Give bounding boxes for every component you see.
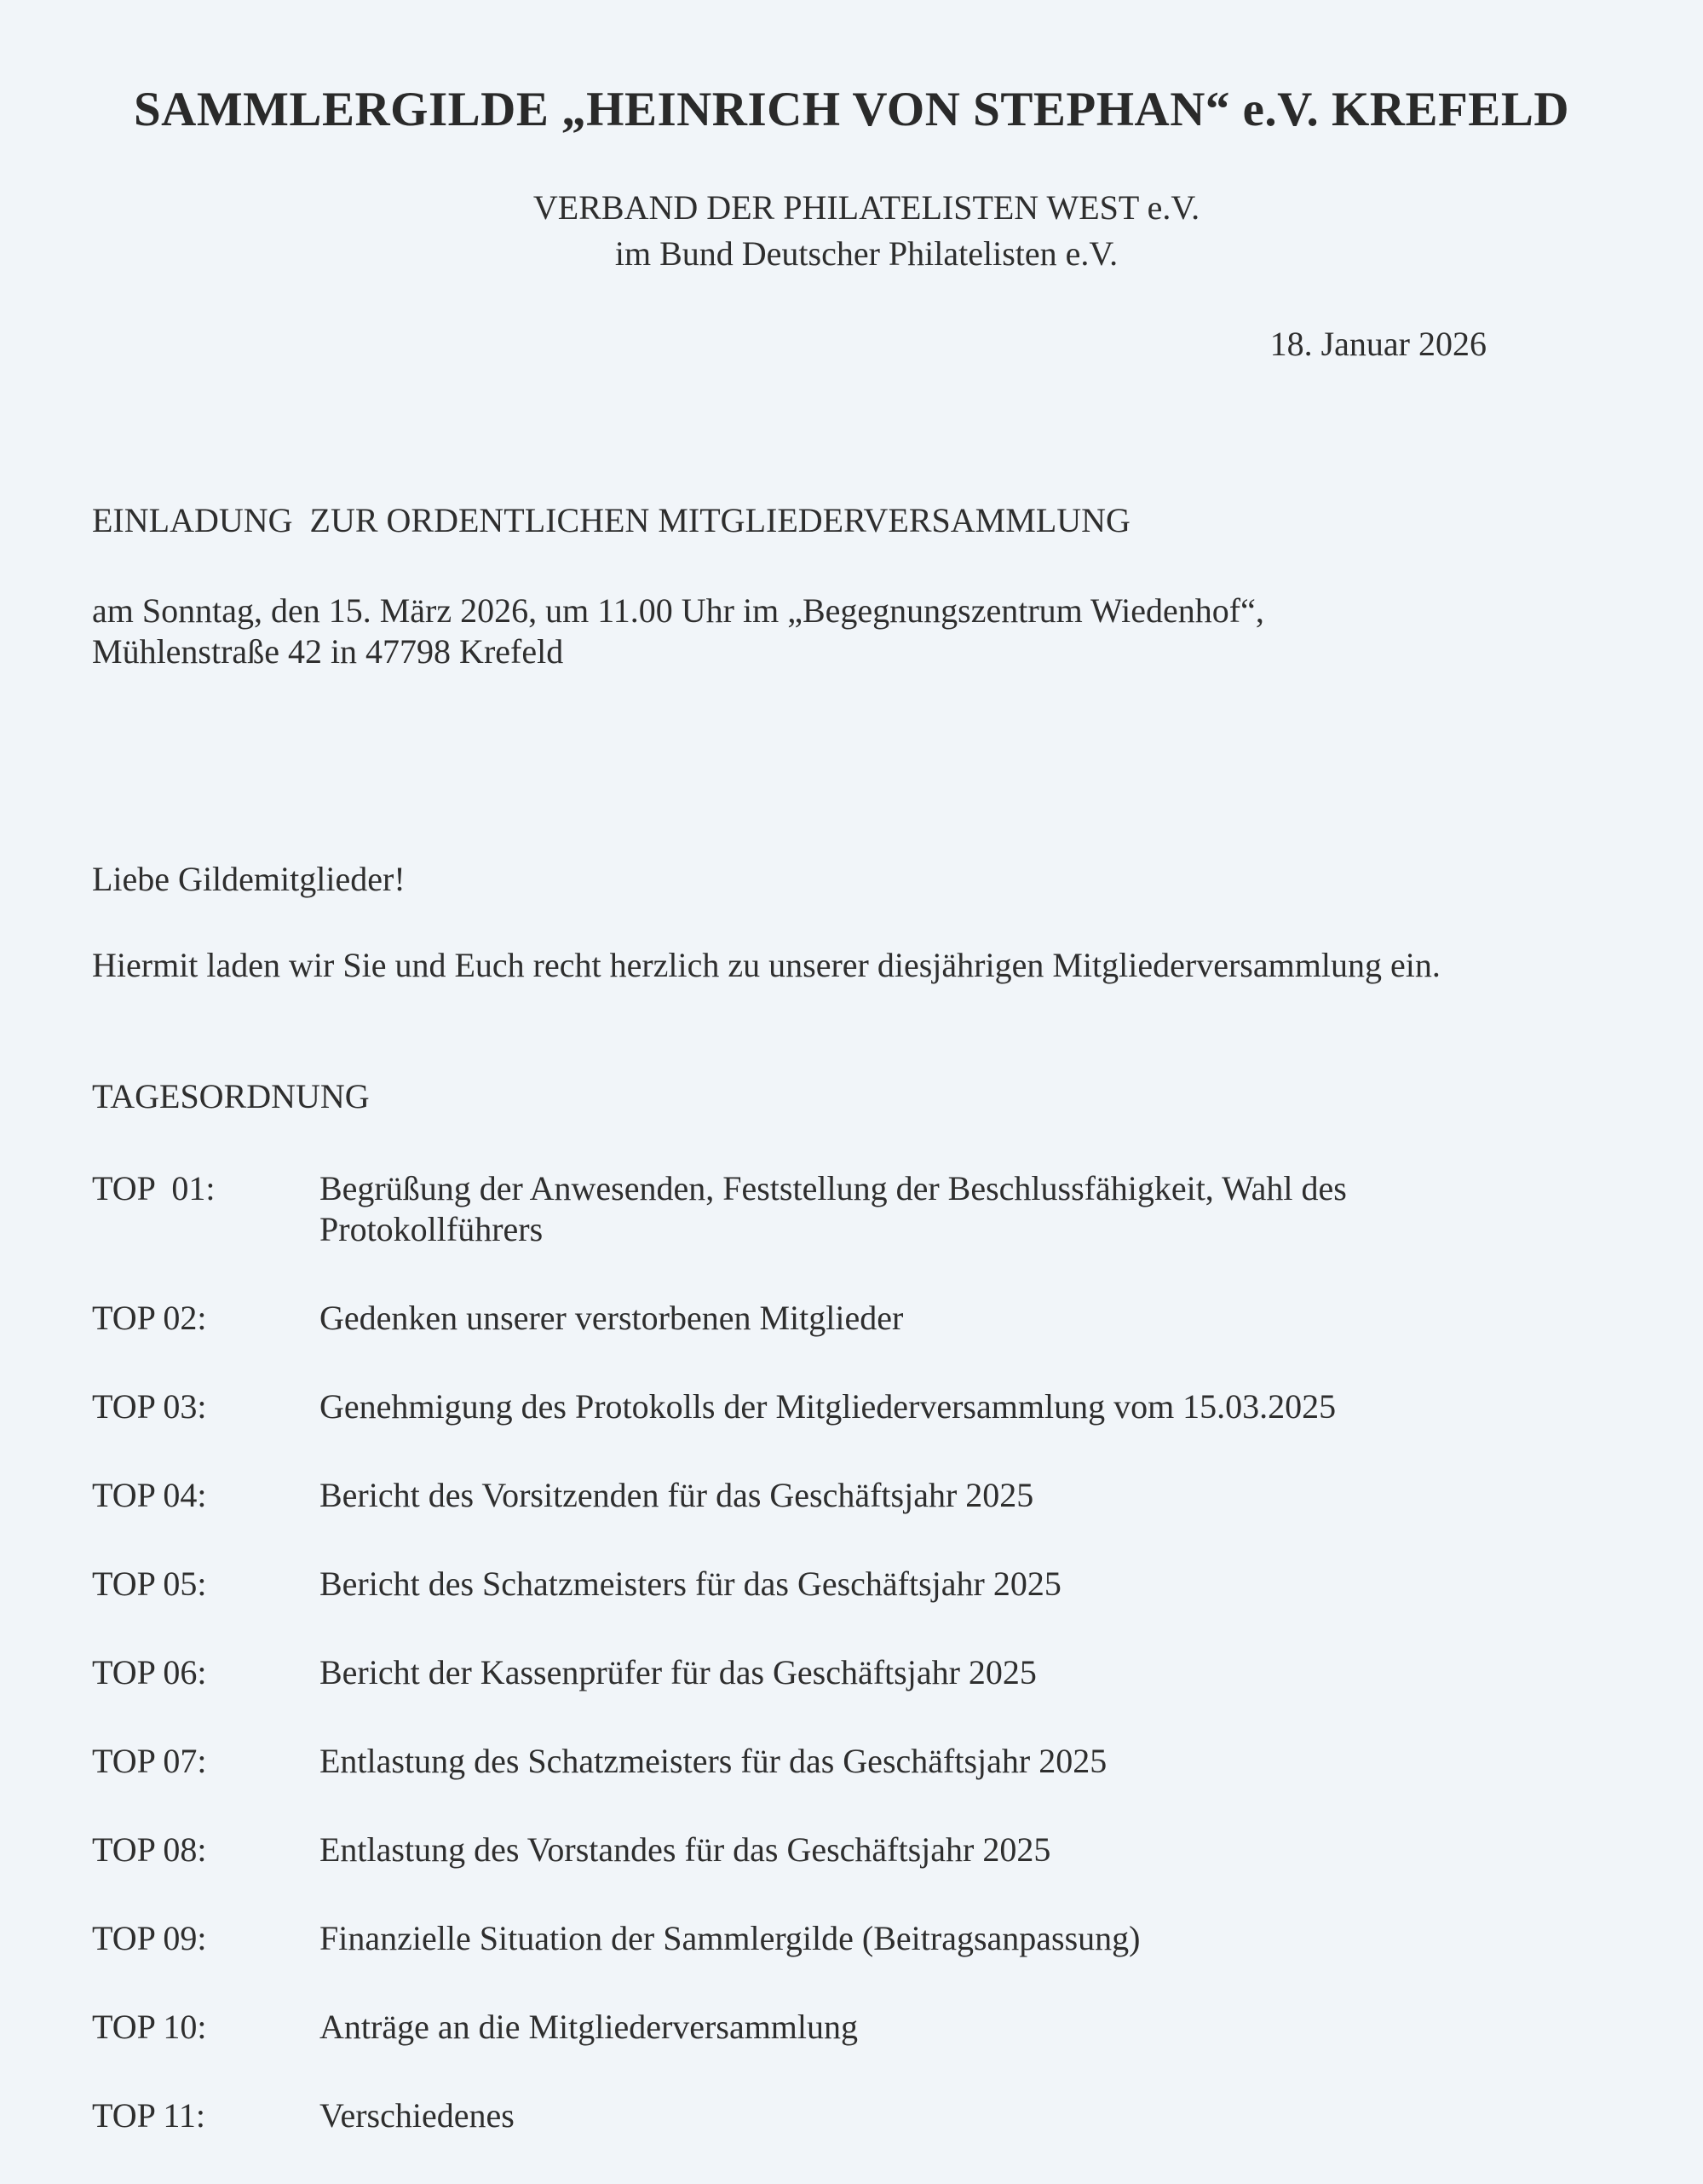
agenda-item-number: TOP 10: (92, 2008, 207, 2046)
agenda-item-text: Entlastung des Schatzmeisters für das Geschäftsjahr 2025 (319, 1742, 1108, 1780)
agenda-item-text: Begrüßung der Anwesenden, Feststellung der Beschlussfähigkeit, Wahl des Protokollführers (319, 1169, 1347, 1248)
agenda-item-number: TOP 05: (92, 1565, 207, 1603)
agenda-item (92, 1475, 1625, 1516)
agenda-item-text: Bericht des Vorsitzenden für das Geschäftsjahr 2025 (319, 1476, 1034, 1514)
agenda-item-number: TOP 02: (92, 1299, 207, 1337)
agenda-item-text: Finanzielle Situation der Sammlergilde (Beitragsanpassung) (319, 1919, 1141, 1957)
agenda-item (92, 2095, 1625, 2136)
agenda-item-text: Verschiedenes (319, 2096, 515, 2135)
agenda-item-number: TOP 04: (92, 1476, 207, 1514)
agenda-item-text: Entlastung des Vorstandes für das Geschäftsjahr 2025 (319, 1830, 1051, 1869)
agenda-heading: TAGESORDNUNG (92, 1077, 370, 1115)
agenda-item-number: TOP 01: (92, 1169, 216, 1207)
agenda-item-number: TOP 07: (92, 1742, 207, 1780)
salutation: Liebe Gildemitglieder! (92, 860, 406, 898)
agenda-item-number: TOP 06: (92, 1653, 207, 1691)
letter-date: 18. Januar 2026 (1269, 325, 1487, 363)
agenda-item-text: Genehmigung des Protokolls der Mitgliederversammlung vom 15.03.2025 (319, 1387, 1337, 1426)
association-line: VERBAND DER PHILATELISTEN WEST e.V. (532, 188, 1200, 227)
agenda-item (92, 1830, 1625, 1870)
agenda-item (92, 1918, 1625, 1959)
invitation-heading: EINLADUNG ZUR ORDENTLICHEN MITGLIEDERVERSAMMLUNG (92, 501, 1131, 539)
agenda-item-number: TOP 09: (92, 1919, 207, 1957)
agenda-item-number: TOP 03: (92, 1387, 207, 1426)
federation-line: im Bund Deutscher Philatelisten e.V. (614, 234, 1119, 273)
intro-paragraph: Hiermit laden wir Sie und Euch recht herzlich zu unserer diesjährigen Mitgliederversammlung ein. (92, 946, 1441, 984)
agenda-item (92, 1564, 1625, 1605)
agenda-item (92, 1386, 1625, 1427)
meeting-address: Mühlenstraße 42 in 47798 Krefeld (92, 632, 564, 671)
agenda-item-text: Gedenken unserer verstorbenen Mitglieder (319, 1299, 904, 1337)
agenda-item-text: Bericht des Schatzmeisters für das Geschäftsjahr 2025 (319, 1565, 1061, 1603)
agenda-item-text: Anträge an die Mitgliederversammlung (319, 2008, 859, 2046)
agenda-item (92, 2007, 1625, 2048)
agenda-item (92, 1298, 1625, 1339)
agenda-item-number: TOP 08: (92, 1830, 207, 1869)
club-title: SAMMLERGILDE „HEINRICH VON STEPHAN“ e.V. KREFELD (133, 83, 1570, 136)
agenda-item (92, 1168, 1625, 1250)
agenda-item (92, 1741, 1625, 1782)
agenda-item-number: TOP 11: (92, 2096, 205, 2135)
agenda-item-text: Bericht der Kassenprüfer für das Geschäftsjahr 2025 (319, 1653, 1037, 1691)
meeting-date-venue: am Sonntag, den 15. März 2026, um 11.00 Uhr im „Begegnungszentrum Wiedenhof“, (92, 591, 1264, 630)
agenda-list (92, 1168, 1625, 2184)
agenda-item (92, 1652, 1625, 1693)
